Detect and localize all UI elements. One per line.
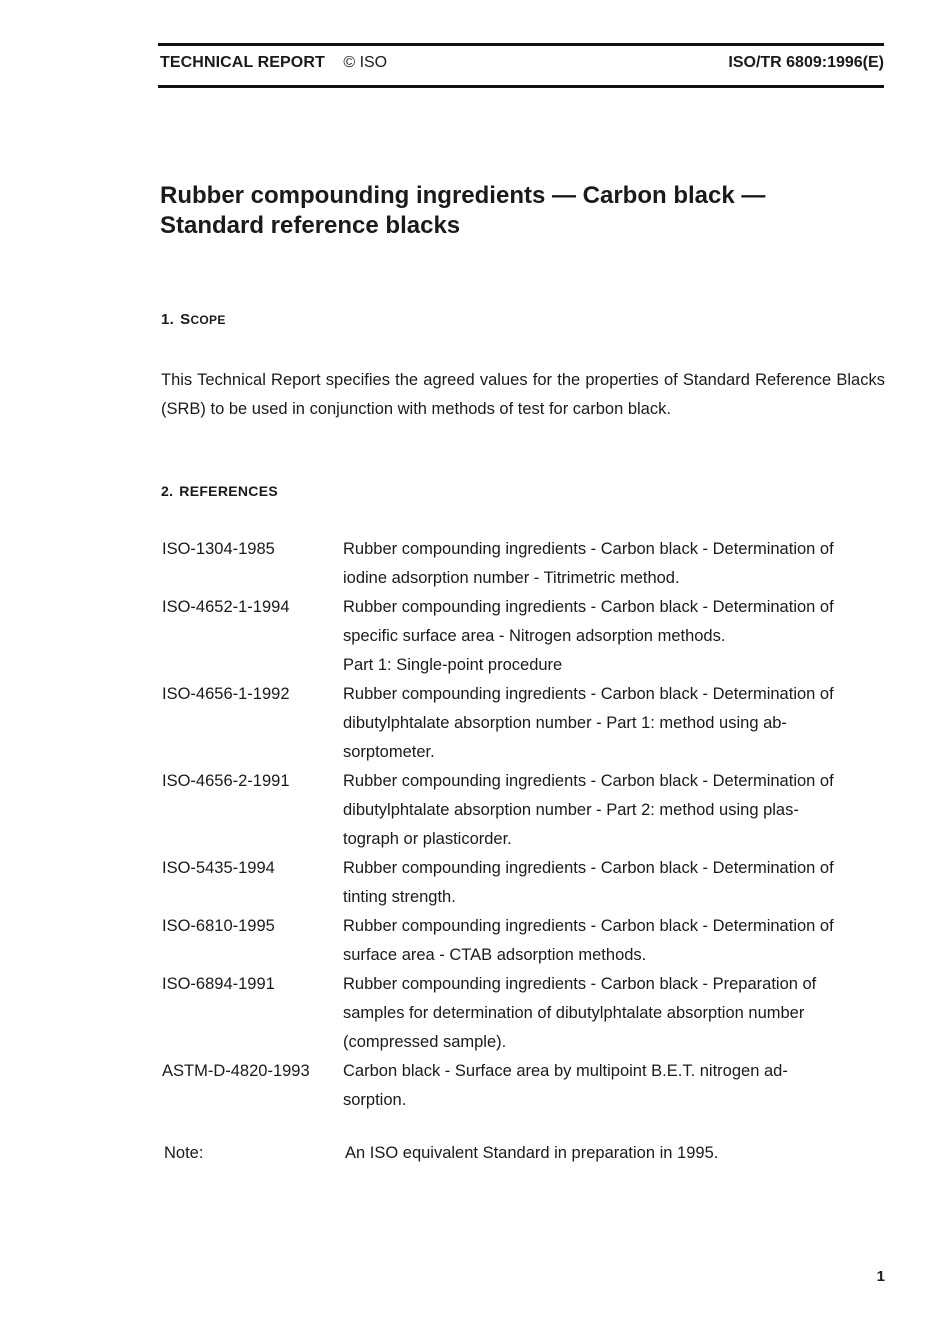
reference-description (343, 767, 887, 854)
scope-heading-initial: S (180, 311, 191, 328)
reference-description (343, 680, 887, 767)
reference-row (161, 912, 887, 970)
reference-description (343, 535, 887, 593)
reference-description-line: iodine adsorption number - Titrimetric method. (343, 569, 680, 587)
reference-row (161, 970, 887, 1057)
title-line-1: Rubber compounding ingredients — Carbon black — (160, 182, 766, 209)
scope-paragraph: This Technical Report specifies the agreed values for the properties of Standard Reference Blacks (SRB) to be used in conjunction with methods of test for carbon black. (161, 371, 885, 418)
reference-code: ISO-4652-1-1994 (162, 598, 290, 616)
note-text: An ISO equivalent Standard in preparation in 1995. (345, 1144, 719, 1162)
reference-description-line: Rubber compounding ingredients - Carbon black - Determination of (343, 685, 834, 703)
reference-description-line: surface area - CTAB adsorption methods. (343, 946, 647, 964)
reference-description (343, 912, 887, 970)
reference-row (161, 854, 887, 912)
scope-heading-rest: COPE (190, 313, 226, 327)
reference-description-line: Carbon black - Surface area by multipoint B.E.T. nitrogen ad- (343, 1062, 788, 1080)
references-list (161, 535, 887, 1115)
reference-code: ASTM-D-4820-1993 (162, 1062, 310, 1080)
references-heading-text: REFERENCES (179, 483, 278, 499)
reference-description (343, 593, 887, 680)
reference-description-line: dibutylphtalate absorption number - Part 1: method using ab- (343, 714, 787, 732)
reference-description-line: Rubber compounding ingredients - Carbon black - Determination of (343, 917, 834, 935)
reference-description-line: tinting strength. (343, 888, 456, 906)
document-title (160, 181, 860, 241)
header-bottom-rule (158, 85, 884, 88)
reference-description (343, 970, 887, 1057)
copyright-notice: © ISO (343, 54, 388, 71)
reference-description-line: Part 1: Single-point procedure (343, 656, 563, 674)
reference-description-line: specific surface area - Nitrogen adsorption methods. (343, 627, 726, 645)
title-line-2: Standard reference blacks (160, 212, 461, 239)
reference-code: ISO-4656-2-1991 (162, 772, 290, 790)
running-header (160, 54, 884, 78)
document-number: ISO/TR 6809:1996(E) (728, 54, 884, 71)
scope-heading (161, 311, 226, 328)
references-number: 2. (161, 483, 174, 499)
reference-code: ISO-1304-1985 (162, 540, 275, 558)
reference-description-line: dibutylphtalate absorption number - Part 2: method using plas- (343, 801, 799, 819)
note-label: Note: (164, 1144, 204, 1162)
reference-code: ISO-4656-1-1992 (162, 685, 290, 703)
reference-code: ISO-5435-1994 (162, 859, 275, 877)
reference-description-line: Rubber compounding ingredients - Carbon black - Determination of (343, 598, 834, 616)
reference-row (161, 593, 887, 680)
reference-description-line: tograph or plasticorder. (343, 830, 512, 848)
reference-description-line: sorptometer. (343, 743, 435, 761)
reference-description-line: Rubber compounding ingredients - Carbon black - Preparation of (343, 975, 817, 993)
reference-code: ISO-6810-1995 (162, 917, 275, 935)
reference-description-line: (compressed sample). (343, 1033, 507, 1051)
reference-description-line: samples for determination of dibutylphtalate absorption number (343, 1004, 805, 1022)
reference-description (343, 854, 887, 912)
reference-description-line: Rubber compounding ingredients - Carbon black - Determination of (343, 540, 834, 558)
references-heading (161, 483, 278, 499)
reference-row (161, 1057, 887, 1115)
note-row (164, 1139, 886, 1168)
reference-code: ISO-6894-1991 (162, 975, 275, 993)
reference-description-line: Rubber compounding ingredients - Carbon black - Determination of (343, 859, 834, 877)
reference-row (161, 767, 887, 854)
reference-description-line: sorption. (343, 1091, 407, 1109)
document-type: TECHNICAL REPORT (160, 54, 325, 71)
page-number: 1 (876, 1268, 885, 1285)
reference-row (161, 535, 887, 593)
reference-description-line: Rubber compounding ingredients - Carbon black - Determination of (343, 772, 834, 790)
reference-description (343, 1057, 887, 1115)
scope-number: 1. (161, 311, 175, 328)
header-top-rule (158, 43, 884, 46)
reference-row (161, 680, 887, 767)
